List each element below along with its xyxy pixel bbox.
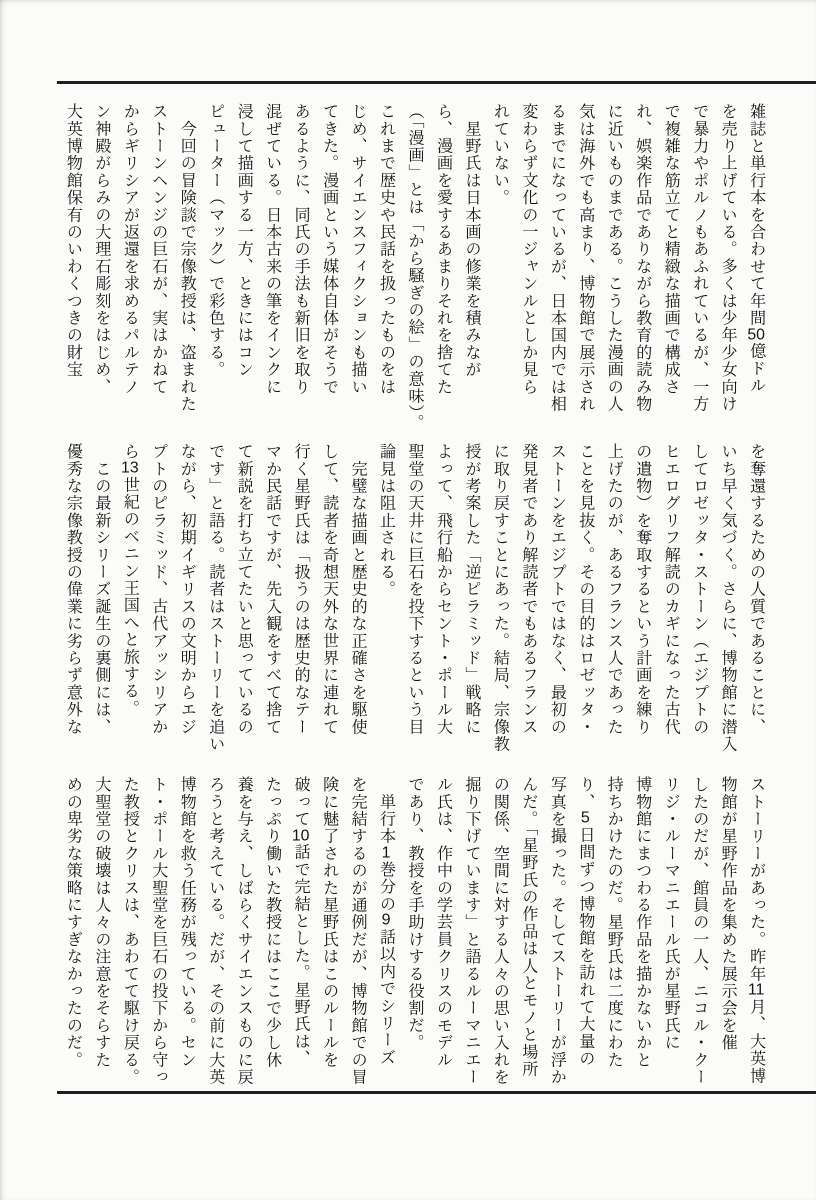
- article-band-3: [58, 776, 770, 1084]
- text-column: 授が考案した「逆ピラミッド」戦略に: [462, 443, 480, 736]
- text-column: ル氏は、作中の学芸員クリスのモデル: [434, 776, 452, 1069]
- text-column: ヒエログリフ解読のカギになった古代: [662, 443, 680, 736]
- top-rule: [57, 81, 816, 84]
- text-column: てきた。漫画という媒体自体がそうで: [320, 103, 338, 396]
- text-column: を奪還するための人質であることに、: [747, 443, 765, 736]
- text-column: 写真を撮った。そしてストーリーが浮か: [548, 776, 566, 1086]
- text-column: 破って10話で完結とした。星野氏は、: [291, 776, 310, 1068]
- text-column: じめ、サイエンスフィクションも描い: [349, 103, 367, 396]
- text-column: ピューター（マック）で彩色する。: [206, 103, 224, 379]
- text-column: で暴力やポルノもあふれているが、一方: [690, 103, 708, 413]
- text-column: して、読者を奇想天外な世界に連れて: [320, 443, 338, 736]
- text-column: を完結するのが通例だが、博物館での冒: [349, 776, 367, 1086]
- text-column: るまでになっているが、日本国内では相: [548, 103, 566, 413]
- text-column: て新説を打ち立てたいと思っているの: [235, 443, 253, 736]
- text-column: 論見は阻止される。: [377, 443, 395, 598]
- text-column: に近いものまである。こうした漫画の人: [605, 103, 623, 413]
- text-column: （「漫画」とは「から騒ぎの絵」の意味）。: [406, 103, 424, 431]
- text-column: 大聖堂の破壊は人々の注意をそらすた: [92, 776, 110, 1069]
- text-column: 掘り下げています」と語るルーマニエー: [462, 776, 480, 1086]
- text-column: 養を与え、しばらくサイエンスものに戻: [235, 776, 253, 1086]
- text-column: 険に魅了された星野氏はこのルールを: [320, 776, 338, 1069]
- text-column: の関係、空間に対する人々の思い入れを: [491, 776, 509, 1086]
- text-column: 完璧な描画と歴史的な正確さを駆使: [349, 443, 367, 736]
- text-column: ろうと考えている。だが、その前に大英: [206, 776, 224, 1086]
- text-column: 混ぜている。日本古来の筆をインクに: [263, 103, 281, 396]
- text-column: ン神殿がらみの大理石彫刻をはじめ、: [92, 103, 110, 396]
- text-column: 変わらず文化の一ジャンルとしか見ら: [519, 103, 537, 396]
- text-column: 優秀な宗像教授の偉業に劣らず意外な: [64, 443, 82, 736]
- text-column: 気は海外でも高まり、博物館で展示され: [576, 103, 594, 413]
- text-column: であり、教授を手助けする役割だ。: [406, 776, 424, 1052]
- text-column: に取り戻すことにあった。結局、宗像教: [491, 443, 509, 753]
- text-column: 聖堂の天井に巨石を投下するという目: [406, 443, 424, 736]
- text-column: 浸して描画する一方、ときにはコン: [235, 103, 253, 379]
- text-column: 行く星野氏は「扱うのは歴史的なテー: [292, 443, 310, 736]
- text-column: ト・ポール大聖堂を巨石の投下から守っ: [149, 776, 167, 1086]
- text-column: たっぷり働いた教授にはここで少し休: [263, 776, 281, 1069]
- text-column: れ、娯楽作品でありながら教育的読み物: [633, 103, 651, 413]
- text-column: ストーリーがあった。昨年11月、大英博: [747, 776, 765, 1085]
- text-column: を売り上げている。多くは少年少女向け: [719, 103, 737, 413]
- text-column: からギリシアが返還を求めるパルテノ: [121, 103, 139, 396]
- text-column: 博物館にまつわる作品を描かないかと: [633, 776, 651, 1069]
- text-column: めの卑劣な策略にすぎなかったのだ。: [64, 776, 82, 1069]
- text-column: です」と語る。読者はストーリーを追い: [206, 443, 224, 753]
- text-column: ら、漫画を愛するあまりそれを捨てた: [434, 103, 452, 396]
- text-column: 物館が星野作品を集めた展示会を催: [719, 776, 737, 1052]
- text-column: マか民話ですが、先入観をすべて捨て: [263, 443, 281, 736]
- text-column: したのだが、館員の一人、ニコル・クー: [690, 776, 708, 1086]
- text-column: してロゼッタ・ストーン（エジプトの: [690, 443, 708, 736]
- text-column: んだ。「星野氏の作品は人とモノと場所: [519, 776, 537, 1078]
- text-column: これまで歴史や民話を扱ったものをは: [377, 103, 395, 396]
- text-column: 博物館を救う任務が残っている。セン: [178, 776, 196, 1069]
- bottom-rule: [57, 1091, 816, 1094]
- text-column: 持ちかけたのだ。星野氏は二度にわた: [605, 776, 623, 1069]
- text-column: 今回の冒険談で宗像教授は、盗まれた: [178, 103, 196, 413]
- text-column: ことを見抜く。その目的はロゼッタ・: [576, 443, 594, 736]
- text-column: 単行本1巻分の9話以内でシリーズ: [377, 776, 395, 1067]
- text-column: ながら、初期イギリスの文明からエジ: [178, 443, 196, 736]
- text-column: ら13世紀のベニン王国へと旅する。: [121, 443, 139, 718]
- text-column: で複雑な筋立てと精緻な描画で構成さ: [662, 103, 680, 396]
- text-column: リジ・ルーマニエール氏が星野氏に: [662, 776, 680, 1052]
- text-column: この最新シリーズ誕生の裏側には、: [92, 443, 110, 736]
- text-column: り、5日間ずつ博物館を訪れて大量の: [576, 776, 594, 1068]
- text-column: れていない。: [491, 103, 509, 207]
- article-band-1: [58, 103, 770, 431]
- text-column: 発見者であり解読者でもあるフランス: [519, 443, 537, 736]
- text-column: 大英博物館保有のいわくつきの財宝: [64, 103, 82, 379]
- text-column: プトのピラミッド、古代アッシリアか: [149, 443, 167, 736]
- text-column: 雑誌と単行本を合わせて年間50億ドル: [747, 103, 765, 395]
- text-column: 星野氏は日本画の修業を積みなが: [462, 103, 480, 379]
- text-column: ストーンをエジプトではなく、最初の: [548, 443, 566, 736]
- text-column: よって、飛行船からセント・ポール大: [434, 443, 452, 736]
- text-column: た教授とクリスは、あわてて駆け戻る。: [121, 776, 139, 1086]
- article-band-2: [58, 443, 770, 753]
- text-column: 上げたのが、あるフランス人であった: [605, 443, 623, 736]
- text-column: いち早く気づく。さらに、博物館に潜入: [719, 443, 737, 753]
- text-column: ストーンヘンジの巨石が、実はかねて: [149, 103, 167, 396]
- text-column: の遺物）を奪取するという計画を練り: [633, 443, 651, 736]
- text-column: あるように、同氏の手法も新旧を取り: [292, 103, 310, 396]
